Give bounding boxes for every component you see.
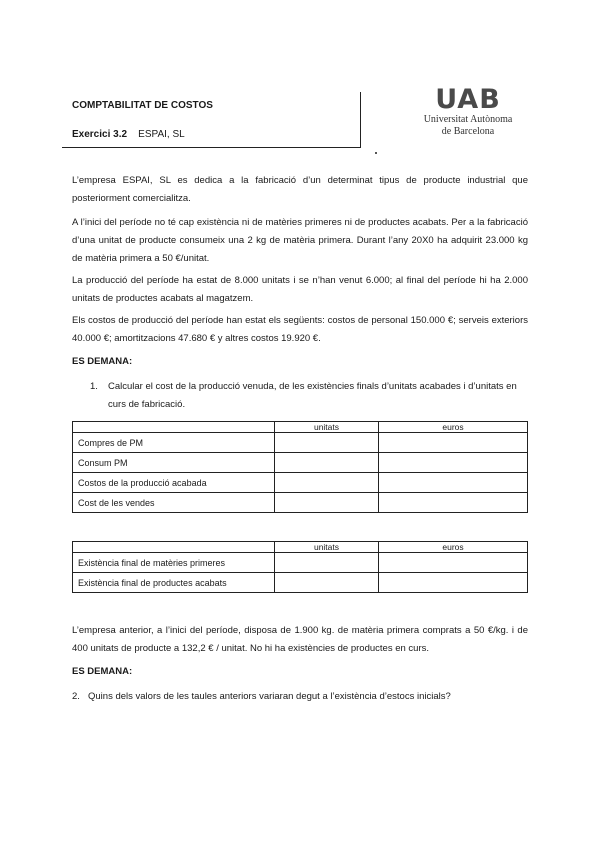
table-row [73,473,528,493]
table-row [73,453,528,473]
table-cell[interactable] [275,573,379,593]
logo-mark: UAB [435,84,501,115]
logo-line-2: de Barcelona [441,126,495,137]
table-row [73,433,528,453]
table-cell[interactable] [275,493,379,513]
table-header-row [73,542,528,553]
part-2-paragraph: L’empresa anterior, a l’inici del període, disposa de 1.900 kg. de matèria primera comprats a 50 €/kg. i de 400 unitats de producte a 132,2 € / unitat. No hi ha existències de productes en curs. [72,625,528,654]
row-label: Existència final de matèries primeres [73,553,275,573]
row-label: Consum PM [73,453,275,473]
decorative-dot [375,152,377,154]
table-cell[interactable] [275,553,379,573]
table-header-cell: unitats [275,542,379,553]
intro-paragraph-4: Els costos de producció del període han estat els següents: costos de personal 150.000 €; serveis exteriors 40.000 €; amortitzacions 47.680 € y altres costos 19.920 €. [72,315,528,344]
row-label: Compres de PM [73,433,275,453]
table-cell[interactable] [379,573,528,593]
exercise-line [72,129,185,140]
costs-table [72,421,528,513]
intro-paragraph-1: L’empresa ESPAI, SL es dedica a la fabricació d’un determinat tipus de producte industrial que posteriorment comercialitza. [72,175,528,204]
table-cell[interactable] [379,553,528,573]
logo-line-1: Universitat Autònoma [423,114,513,125]
row-label: Costos de la producció acabada [73,473,275,493]
inventory-table [72,541,528,593]
question-2-number: 2. [72,691,80,702]
table-cell[interactable] [379,453,528,473]
uab-logo [412,86,524,138]
table-cell[interactable] [379,473,528,493]
table-header-cell [73,422,275,433]
table-cell[interactable] [379,433,528,453]
intro-paragraph-2: A l’inici del període no té cap existència ni de matèries primeres ni de productes acabats. Per a la fabricació d’una unitat de producte consumeix una 2 kg de matèria primera. Durant l’any 20X0 ha adquirit 23.000 kg de matèria primera a 50 €/unitat. [72,217,528,264]
table-header-row [73,422,528,433]
question-1-text: Calcular el cost de la producció venuda, de les existències finals d’unitats acabades i d’unitats en curs de fabricació. [108,381,517,410]
question-1-number: 1. [90,381,98,392]
question-2-text: Quins dels valors de les taules anteriors variaran degut a l’existència d’estocs inicials? [88,691,451,702]
table-header-cell [73,542,275,553]
exercise-number: Exercici 3.2 [72,129,128,140]
table-header-cell: euros [379,422,528,433]
table-header-cell: unitats [275,422,379,433]
section-1-heading: ES DEMANA: [72,356,133,367]
table-cell[interactable] [379,493,528,513]
table-row [73,493,528,513]
table-cell[interactable] [275,433,379,453]
table-cell[interactable] [275,453,379,473]
row-label: Existència final de productes acabats [73,573,275,593]
table-cell[interactable] [275,473,379,493]
table-header-cell: euros [379,542,528,553]
table-row [73,573,528,593]
section-2-heading: ES DEMANA: [72,666,133,677]
course-title: COMPTABILITAT DE COSTOS [72,100,213,111]
intro-paragraph-3: La producció del període ha estat de 8.000 unitats i se n’han venut 6.000; al final del període hi ha 2.000 unitats de productes acabats al magatzem. [72,275,528,304]
company-name: ESPAI, SL [138,129,185,140]
row-label: Cost de les vendes [73,493,275,513]
table-row [73,553,528,573]
